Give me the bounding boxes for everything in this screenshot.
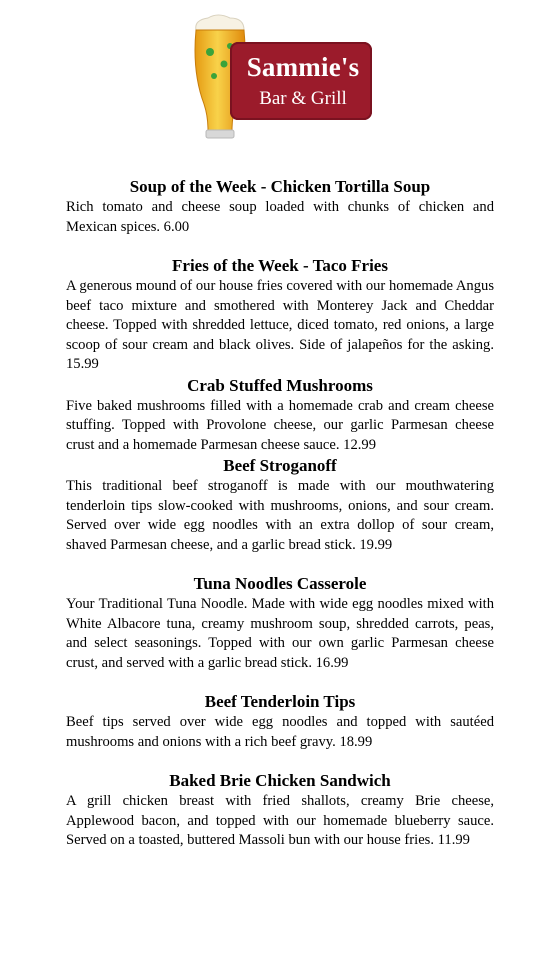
menu-item-title: Tuna Noodles Casserole (193, 574, 367, 593)
menu-item-crab-mushrooms (66, 375, 494, 456)
menu-item-description: Rich tomato and cheese soup loaded with chunks of chicken and Mexican spices. 6.00 (66, 199, 494, 235)
restaurant-subtitle: Bar & Grill (259, 88, 347, 109)
menu-item-brie-sandwich (66, 770, 494, 851)
menu-item-description: A generous mound of our house fries covered with our homemade Angus beef taco mixture and smothered with Monterey Jack and Cheddar cheese. Topped with shredded lettuce, diced tomato, red onions, a large scoop of sour cream and black olives. Side of jalapeños for the asking. 15.99 (66, 278, 494, 372)
menu-item-description: This traditional beef stroganoff is made with our mouthwatering tenderloin tips slow-cooked with mushrooms, onions, and sour cream. Served over wide egg noodles with an extra dollop of sour cream, shaved Parmesan cheese, and a garlic bread stick. 19.99 (66, 478, 494, 553)
menu-item-title: Baked Brie Chicken Sandwich (169, 771, 391, 790)
menu-item-description: Your Traditional Tuna Noodle. Made with wide egg noodles mixed with White Albacore tuna, creamy mushroom soup, shredded carrots, peas, and select seasonings. Topped with our own garlic Parmesan cheese crust, and served with a garlic bread stick. 16.99 (66, 596, 494, 671)
menu-item-title: Crab Stuffed Mushrooms (187, 375, 373, 395)
menu-item-tuna-casserole (66, 573, 494, 673)
menu-item-tenderloin-tips (66, 691, 494, 752)
restaurant-name: Sammie's (246, 52, 360, 82)
menu-item-description: Beef tips served over wide egg noodles and topped with sautéed mushrooms and onions with a rich beef gravy. 18.99 (66, 714, 494, 750)
menu-item-description: Five baked mushrooms filled with a homemade crab and cream cheese stuffing. Topped with Provolone cheese, our garlic Parmesan cheese crust and a homemade Parmesan cheese sauce. 12.99 (66, 397, 494, 453)
menu-item-stroganoff (66, 455, 494, 555)
menu-item-title: Beef Stroganoff (223, 456, 337, 475)
restaurant-logo (188, 12, 378, 144)
menu-item-title: Soup of the Week - Chicken Tortilla Soup (129, 177, 431, 196)
menu-item-title: Beef Tenderloin Tips (204, 692, 356, 711)
menu-item-soup (66, 176, 494, 237)
menu-item-fries (66, 255, 494, 375)
menu-item-description: A grill chicken breast with fried shallots, creamy Brie cheese, Applewood bacon, and topped with our homemade blueberry sauce. Served on a toasted, buttered Massoli bun with our house fries. 11.99 (66, 793, 494, 848)
menu-item-title: Fries of the Week - Taco Fries (172, 256, 388, 275)
menu-list (66, 176, 494, 851)
